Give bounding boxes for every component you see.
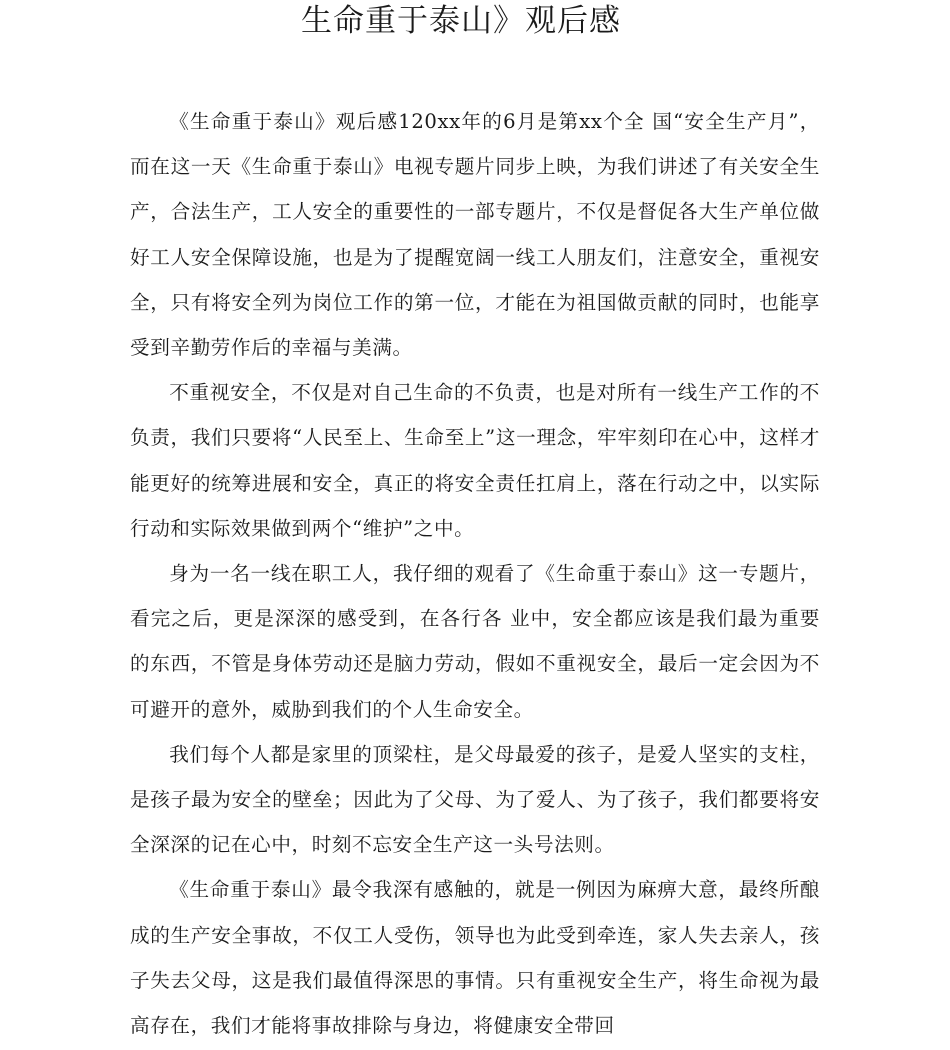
paragraph-2: 不重视安全，不仅是对自己生命的不负责，也是对所有一线生产工作的不负责，我们只要将“人民至上、生命至上”这一理念，牢牢刻印在心中，这样才能更好的统筹进展和安全，真正的将安全责任扛肩上，落在行动之中，以实际行动和实际效果做到两个“维护”之中。 (130, 381, 820, 540)
paragraph-1: 《生命重于泰山》观后感120xx年的6月是第xx个全 国“安全生产月”，而在这一天《生命重于泰山》电视专题片同步上映，为我们讲述了有关安全生产，合法生产，工人安全的重要性的一部专题片，不仅是督促各大生产单位做好工人安全保障设施，也是为了提醒宽阔一线工人朋友们，注意安全，重视安全，只有将安全列为岗位工作的第一位，才能在为祖国做贡献的同时，也能享受到辛勤劳作后的幸福与美满。 (130, 110, 820, 360)
paragraph-5: 《生命重于泰山》最令我深有感触的，就是一例因为麻痹大意，最终所酿成的生产安全事故，不仅工人受伤，领导也为此受到牵连，家人失去亲人，孩子失去父母，这是我们最值得深思的事情。只有重视安全生产，将生命视为最高存在，我们才能将事故排除与身边，将健康安全带回 (130, 878, 820, 1038)
document-title: 生命重于泰山》观后感 (301, 3, 621, 39)
document-body (130, 99, 820, 1048)
paragraph-4: 我们每个人都是家里的顶梁柱，是父母最爱的孩子，是爱人坚实的支柱，是孩子最为安全的壁垒；因此为了父母、为了爱人、为了孩子，我们都要将安全深深的记在心中，时刻不忘安全生产这一头号法则。 (130, 742, 820, 857)
paragraph-3: 身为一名一线在职工人，我仔细的观看了《生命重于泰山》这一专题片，看完之后，更是深深的感受到，在各行各 业中，安全都应该是我们最为重要的东西，不管是身体劳动还是脑力劳动，假如不重视安全，最后一定会因为不可避开的意外，威胁到我们的个人生命安全。 (130, 562, 820, 721)
